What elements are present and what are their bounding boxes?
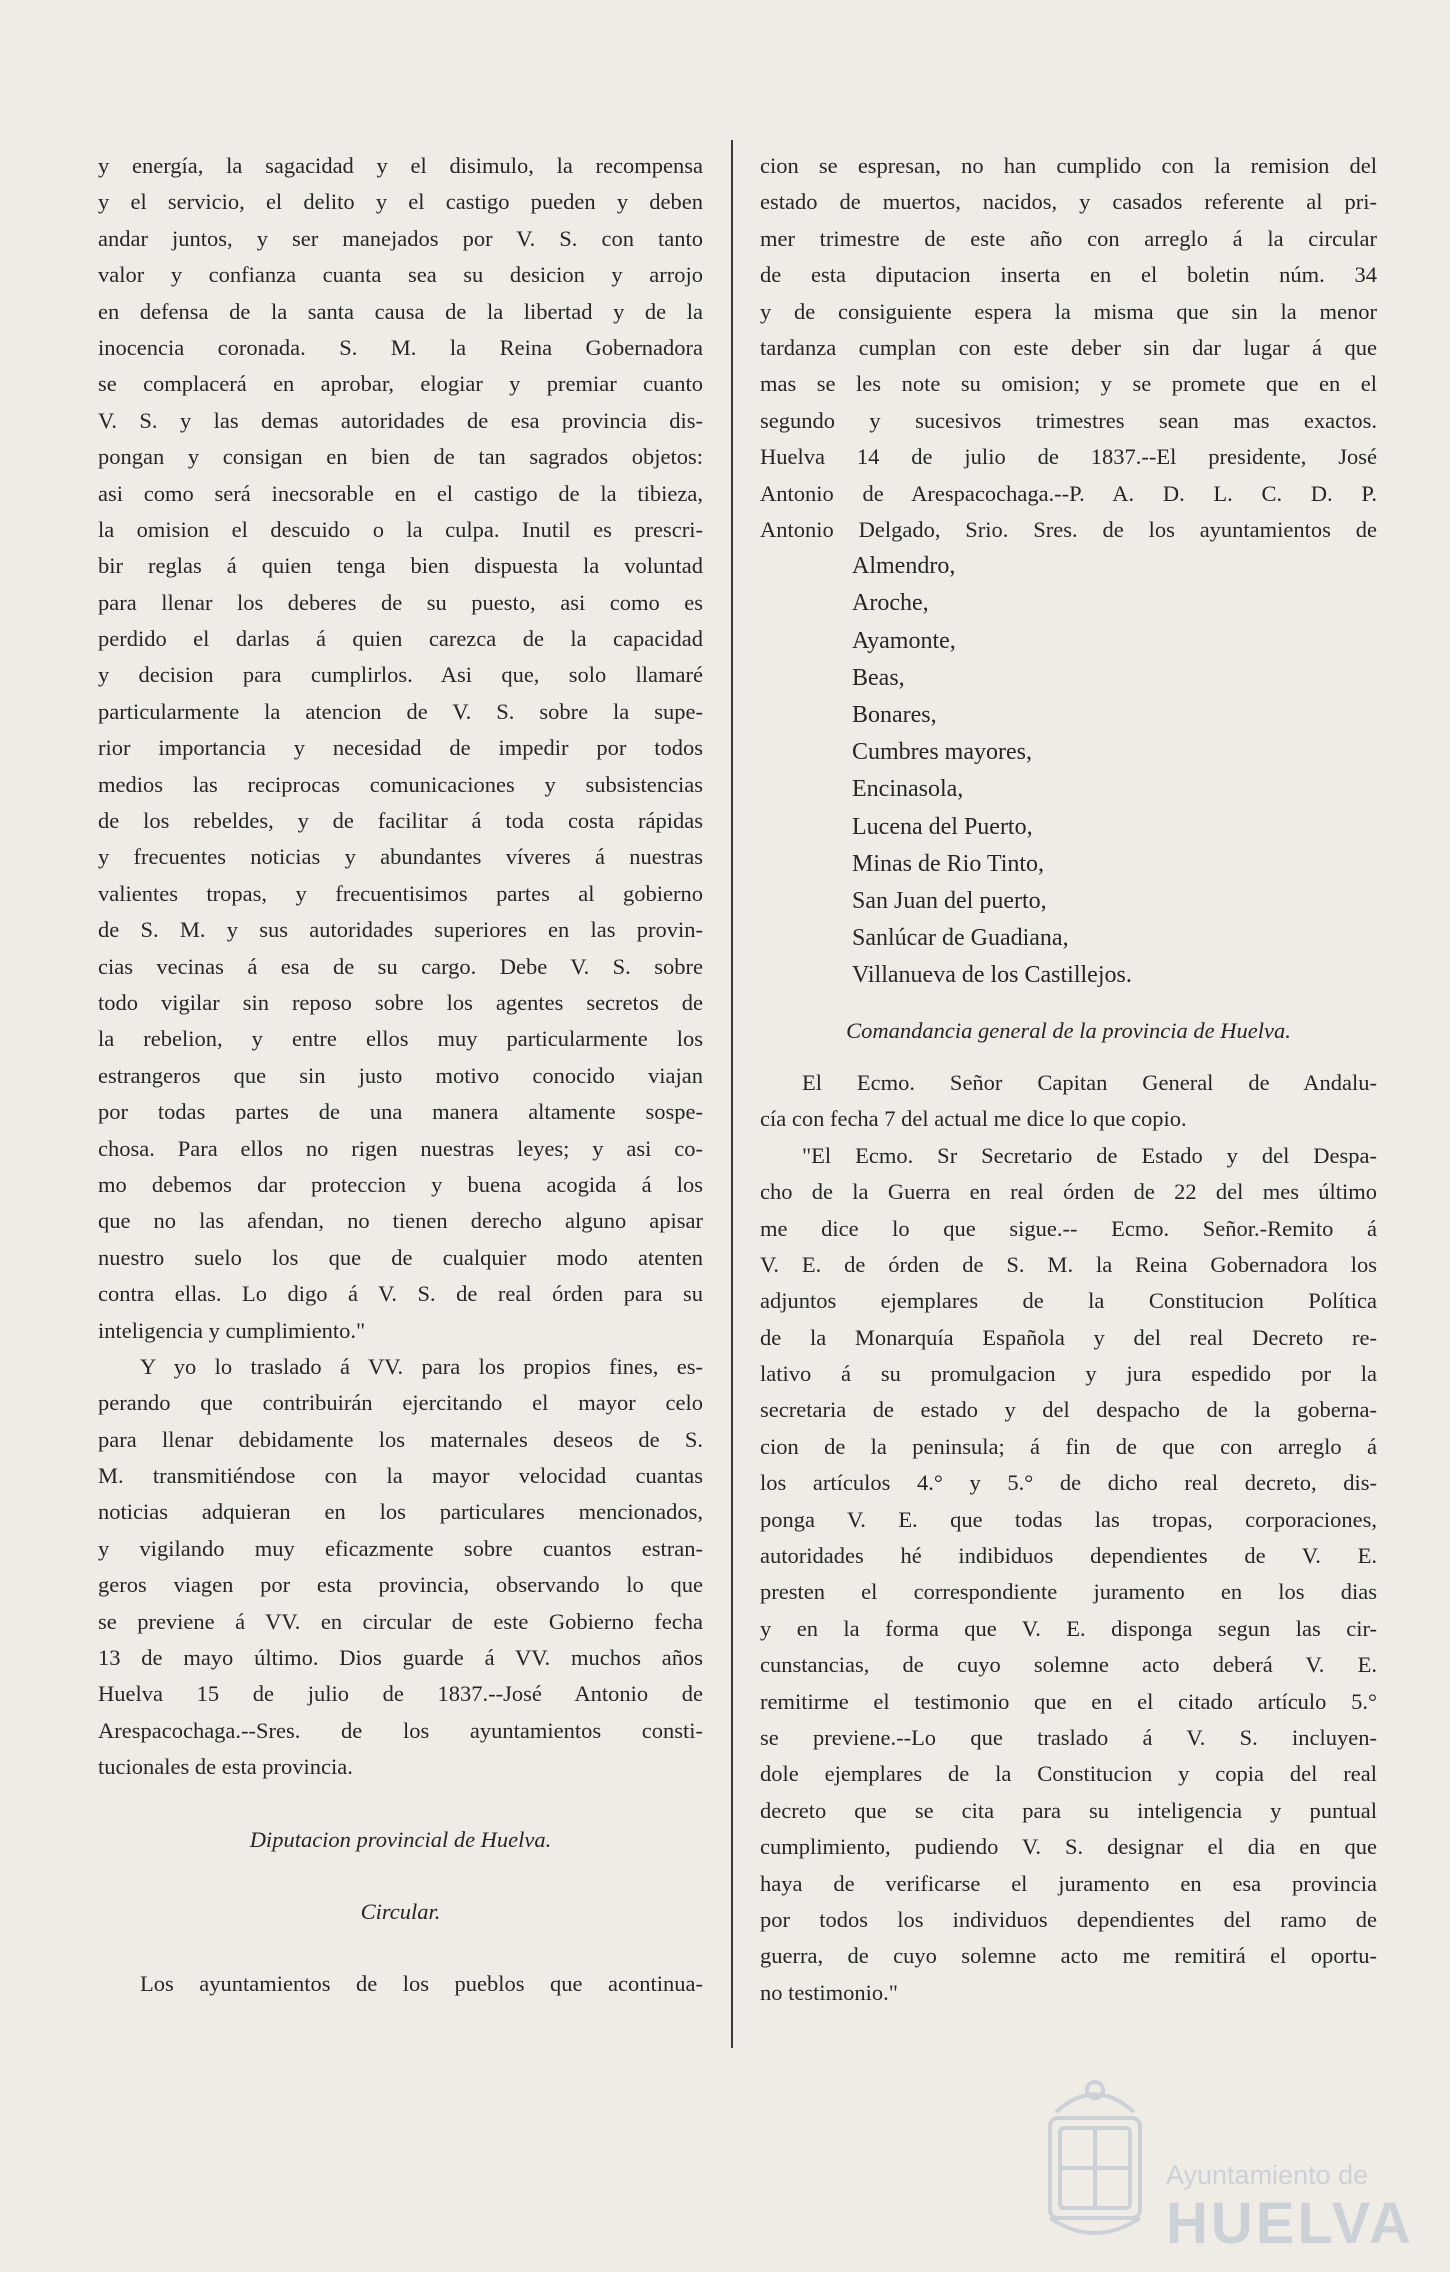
spacer bbox=[760, 1049, 1377, 1065]
text-line: cion de la peninsula; á fin de que con arreglo á bbox=[760, 1433, 1377, 1459]
text-line: se complacerá en aprobar, elogiar y premiar cuanto bbox=[98, 371, 703, 397]
text-line: cias vecinas á esa de su cargo. Debe V. S. sobre bbox=[98, 953, 703, 979]
text-line: se previene.--Lo que traslado á V. S. incluyen- bbox=[760, 1724, 1377, 1750]
text-line: Y yo lo traslado á VV. para los propios fines, es- bbox=[140, 1353, 703, 1379]
text-line: Arespacochaga.--Sres. de los ayuntamientos consti- bbox=[98, 1717, 703, 1743]
text-line: Antonio de Arespacochaga.--P. A. D. L. C. D. P. bbox=[760, 480, 1377, 506]
text-line: Huelva 15 de julio de 1837.--José Antonio de bbox=[98, 1681, 703, 1707]
text-line: pongan y consigan en bien de tan sagrados objetos: bbox=[98, 444, 703, 470]
column-divider bbox=[731, 140, 733, 2048]
text-line: en defensa de la santa causa de la libertad y de la bbox=[98, 298, 703, 324]
text-line: segundo y sucesivos trimestres sean mas exactos. bbox=[760, 407, 1377, 433]
town-item: Almendro, bbox=[852, 553, 956, 580]
town-item: Minas de Rio Tinto, bbox=[852, 850, 1045, 877]
spacer bbox=[98, 1930, 703, 1966]
text-line: 13 de mayo último. Dios guarde á VV. muchos años bbox=[98, 1645, 703, 1671]
text-line: se previene á VV. en circular de este Gobierno fecha bbox=[98, 1608, 703, 1634]
heading-circular: Circular. bbox=[360, 1898, 441, 1924]
text-line: de S. M. y sus autoridades superiores en las provin- bbox=[98, 917, 703, 943]
text-line: que no las afendan, no tienen derecho alguno apisar bbox=[98, 1208, 703, 1234]
text-line: asi como será inecsorable en el castigo de la tibieza, bbox=[98, 480, 703, 506]
text-line: cunstancias, de cuyo solemne acto deberá V. E. bbox=[760, 1652, 1377, 1678]
text-line: nuestro suelo los que de cualquier modo atenten bbox=[98, 1244, 703, 1270]
text-line: cion se espresan, no han cumplido con la remision del bbox=[760, 153, 1377, 178]
text-line: Antonio Delgado, Srio. Sres. de los ayuntamientos de bbox=[760, 516, 1377, 542]
right-body bbox=[760, 1065, 1377, 2011]
text-line: cía con fecha 7 del actual me dice lo que copio. bbox=[760, 1106, 1187, 1132]
town-list bbox=[760, 548, 1377, 994]
text-line: geros viagen por esta provincia, observando lo que bbox=[98, 1572, 703, 1598]
watermark-title: HUELVA bbox=[1166, 2191, 1414, 2256]
heading-diputacion: Diputacion provincial de Huelva. bbox=[249, 1826, 552, 1852]
text-line: decreto que se cita para su inteligencia y puntual bbox=[760, 1797, 1377, 1823]
text-line: cumplimiento, pudiendo V. S. designar el dia en que bbox=[760, 1834, 1377, 1860]
text-line: autoridades hé indibiduos dependientes de V. E. bbox=[760, 1543, 1377, 1569]
right-intro bbox=[760, 148, 1377, 548]
text-line: particularmente la atencion de V. S. sobre la supe- bbox=[98, 698, 703, 724]
text-line: rior importancia y necesidad de impedir por todos bbox=[98, 735, 703, 761]
spacer bbox=[98, 1858, 703, 1894]
text-line: no testimonio." bbox=[760, 1979, 898, 2005]
text-line: cho de la Guerra en real órden de 22 del mes último bbox=[760, 1179, 1377, 1205]
text-line: valientes tropas, y frecuentisimos partes al gobierno bbox=[98, 880, 703, 906]
final-line: Los ayuntamientos de los pueblos que acontinua- bbox=[140, 1971, 703, 1997]
town-item: Lucena del Puerto, bbox=[852, 813, 1033, 840]
text-line: me dice lo que sigue.-- Ecmo. Señor.-Remito á bbox=[760, 1215, 1377, 1241]
text-line: y de consiguiente espera la misma que sin la menor bbox=[760, 298, 1377, 324]
spacer bbox=[760, 995, 1377, 1013]
text-line: mas se les note su omision; y se promete que en el bbox=[760, 371, 1377, 397]
text-line: El Ecmo. Señor Capitan General de Andalu- bbox=[802, 1069, 1377, 1095]
text-line: la omision el descuido o la culpa. Inutil es prescri- bbox=[98, 516, 703, 542]
text-line: remitirme el testimonio que en el citado artículo 5.° bbox=[760, 1688, 1377, 1714]
text-line: mo debemos dar proteccion y buena acogida á los bbox=[98, 1171, 703, 1197]
watermark bbox=[1036, 2072, 1414, 2256]
text-line: adjuntos ejemplares de la Constitucion Política bbox=[760, 1288, 1377, 1314]
text-line: estrangeros que sin justo motivo conocido viajan bbox=[98, 1062, 703, 1088]
town-item: Beas, bbox=[852, 664, 905, 691]
text-line: valor y confianza cuanta sea su desicion y arrojo bbox=[98, 262, 703, 288]
left-column bbox=[98, 148, 703, 2003]
text-line: M. transmitiéndose con la mayor velocidad cuantas bbox=[98, 1463, 703, 1489]
text-line: los artículos 4.° y 5.° de dicho real decreto, dis- bbox=[760, 1470, 1377, 1496]
text-line: de la Monarquía Española y del real Decreto re- bbox=[760, 1324, 1377, 1350]
text-line: secretaria de estado y del despacho de la goberna- bbox=[760, 1397, 1377, 1423]
text-line: para llenar los deberes de su puesto, asi como es bbox=[98, 589, 703, 615]
text-line: y vigilando muy eficazmente sobre cuantos estran- bbox=[98, 1535, 703, 1561]
text-line: noticias adquieran en los particulares mencionados, bbox=[98, 1499, 703, 1525]
town-item: Sanlúcar de Guadiana, bbox=[852, 925, 1069, 952]
text-line: y el servicio, el delito y el castigo pueden y deben bbox=[98, 189, 703, 215]
town-item: Ayamonte, bbox=[852, 627, 956, 654]
text-line: y en la forma que V. E. disponga segun las cir- bbox=[760, 1615, 1377, 1641]
text-line: y frecuentes noticias y abundantes víveres á nuestras bbox=[98, 844, 703, 870]
town-item: Encinasola, bbox=[852, 776, 964, 803]
town-item: San Juan del puerto, bbox=[852, 887, 1047, 914]
text-line: V. E. de órden de S. M. la Reina Gobernadora los bbox=[760, 1251, 1377, 1277]
text-line: presten el correspondiente juramento en los dias bbox=[760, 1579, 1377, 1605]
text-line: dole ejemplares de la Constitucion y copia del real bbox=[760, 1761, 1377, 1787]
town-item: Villanueva de los Castillejos. bbox=[852, 962, 1132, 989]
text-line: Huelva 14 de julio de 1837.--El presidente, José bbox=[760, 444, 1377, 470]
text-line: tardanza cumplan con este deber sin dar lugar á que bbox=[760, 334, 1377, 360]
text-line: contra ellas. Lo digo á V. S. de real órden para su bbox=[98, 1281, 703, 1307]
text-line: guerra, de cuyo solemne acto me remitirá el oportu- bbox=[760, 1943, 1377, 1969]
town-item: Bonares, bbox=[852, 702, 937, 729]
text-line: "El Ecmo. Sr Secretario de Estado y del Despa- bbox=[802, 1142, 1377, 1168]
text-line: la rebelion, y entre ellos muy particularmente los bbox=[98, 1026, 703, 1052]
text-line: y decision para cumplirlos. Asi que, solo llamaré bbox=[98, 662, 703, 688]
town-item: Aroche, bbox=[852, 590, 929, 617]
text-line: por todos los individuos dependientes del ramo de bbox=[760, 1906, 1377, 1932]
text-line: andar juntos, y ser manejados por V. S. con tanto bbox=[98, 225, 703, 251]
text-line: V. S. y las demas autoridades de esa provincia dis- bbox=[98, 407, 703, 433]
text-line: todo vigilar sin reposo sobre los agentes secretos de bbox=[98, 989, 703, 1015]
right-column bbox=[760, 148, 1377, 2011]
text-line: haya de verificarse el juramento en esa provincia bbox=[760, 1870, 1377, 1896]
text-line: medios las reciprocas comunicaciones y subsistencias bbox=[98, 771, 703, 797]
text-line: lativo á su promulgacion y jura espedido por la bbox=[760, 1361, 1377, 1387]
text-line: de esta diputacion inserta en el boletin núm. 34 bbox=[760, 262, 1377, 288]
heading-comandancia: Comandancia general de la provincia de Huelva. bbox=[846, 1017, 1291, 1043]
left-body bbox=[98, 148, 703, 1786]
text-line: para llenar debidamente los maternales deseos de S. bbox=[98, 1426, 703, 1452]
text-line: mer trimestre de este año con arreglo á la circular bbox=[760, 225, 1377, 251]
text-line: de los rebeldes, y de facilitar á toda costa rápidas bbox=[98, 808, 703, 834]
text-line: por todas partes de una manera altamente sospe- bbox=[98, 1099, 703, 1125]
text-line: tucionales de esta provincia. bbox=[98, 1754, 353, 1780]
text-line: y energía, la sagacidad y el disimulo, la recompensa bbox=[98, 153, 703, 178]
text-line: perdido el darlas á quien carezca de la capacidad bbox=[98, 626, 703, 652]
text-line: perando que contribuirán ejercitando el mayor celo bbox=[98, 1390, 703, 1416]
text-line: inocencia coronada. S. M. la Reina Gobernadora bbox=[98, 334, 703, 360]
text-line: bir reglas á quien tenga bien dispuesta la voluntad bbox=[98, 553, 703, 579]
text-line: inteligencia y cumplimiento." bbox=[98, 1317, 366, 1343]
text-line: ponga V. E. que todas las tropas, corporaciones, bbox=[760, 1506, 1377, 1532]
text-line: chosa. Para ellos no rigen nuestras leyes; y asi co- bbox=[98, 1135, 703, 1161]
text-line: estado de muertos, nacidos, y casados referente al pri- bbox=[760, 189, 1377, 215]
watermark-subtitle: Ayuntamiento de bbox=[1166, 2160, 1369, 2190]
crest-icon bbox=[1036, 2072, 1154, 2248]
town-item: Cumbres mayores, bbox=[852, 739, 1032, 766]
spacer bbox=[98, 1786, 703, 1822]
